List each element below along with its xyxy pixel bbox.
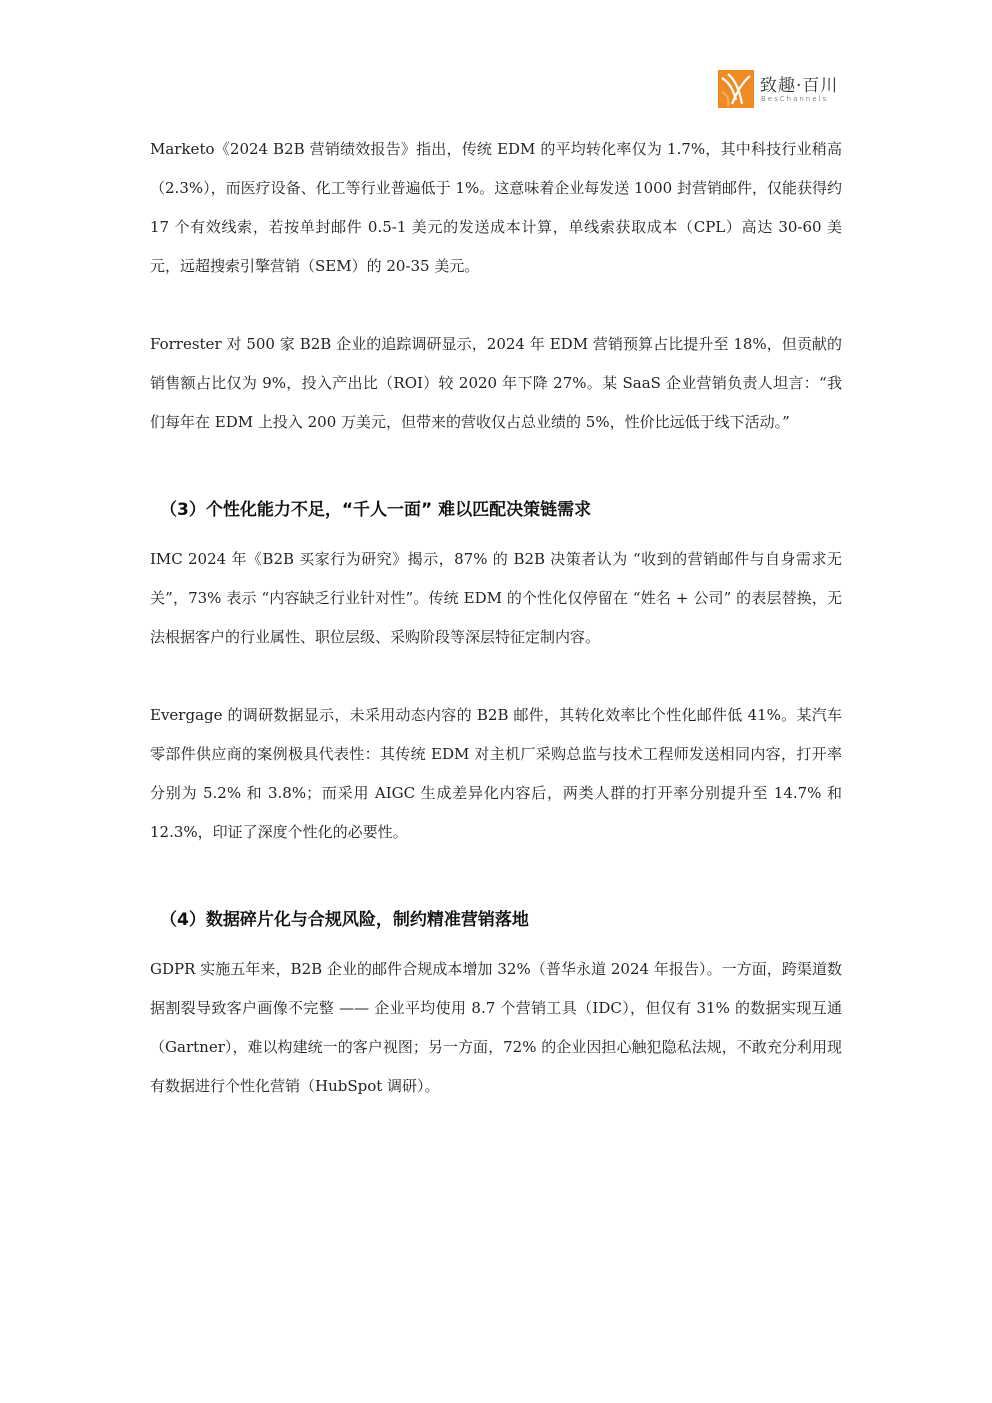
brand-name: 致趣·百川 (760, 76, 839, 96)
brand-logo (718, 70, 843, 110)
section-heading-personalization: （3）个性化能力不足，“千人一面” 难以匹配决策链需求 (160, 500, 592, 520)
paragraph-marketo: Marketo《2024 B2B 营销绩效报告》指出，传统 EDM 的平均转化率仅为 1.7%，其中科技行业稍高（2.3%），而医疗设备、化工等行业普遍低于 1%。这意味着企业每发送 1000 封营销邮件，仅能获得约 17 个有效线索，若按单封邮件 0.5-1 美元的发送成本计算，单线索获取成本（CPL）高达 30-60 美元，远超搜索引擎营销（SEM）的 20-35 美元。 (150, 140, 842, 275)
section-heading-data-compliance: （4）数据碎片化与合规风险，制约精准营销落地 (160, 910, 529, 930)
brand-subtitle: BesChannels (761, 95, 829, 103)
paragraph-gdpr: GDPR 实施五年来，B2B 企业的邮件合规成本增加 32%（普华永道 2024 年报告）。一方面，跨渠道数据割裂导致客户画像不完整 —— 企业平均使用 8.7 个营销工具（IDC），但仅有 31% 的数据实现互通（Gartner），难以构建统一的客户视图；另一方面，72% 的企业因担心触犯隐私法规，不敢充分利用现有数据进行个性化营销（HubSpot 调研）。 (150, 960, 842, 1095)
paragraph-imc: IMC 2024 年《B2B 买家行为研究》揭示，87% 的 B2B 决策者认为 “收到的营销邮件与自身需求无关”，73% 表示 “内容缺乏行业针对性”。传统 EDM 的个性化仅停留在 “姓名 + 公司” 的表层替换，无法根据客户的行业属性、职位层级、采购阶段等深层特征定制内容。 (150, 550, 842, 646)
paragraph-evergage: Evergage 的调研数据显示，未采用动态内容的 B2B 邮件，其转化效率比个性化邮件低 41%。某汽车零部件供应商的案例极具代表性：其传统 EDM 对主机厂采购总监与技术工程师发送相同内容，打开率分别为 5.2% 和 3.8%；而采用 AIGC 生成差异化内容后，两类人群的打开率分别提升至 14.7% 和 12.3%，印证了深度个性化的必要性。 (150, 706, 842, 841)
brand-logo-icon (718, 70, 754, 108)
document-body (150, 130, 842, 1106)
paragraph-forrester: Forrester 对 500 家 B2B 企业的追踪调研显示，2024 年 EDM 营销预算占比提升至 18%，但贡献的销售额占比仅为 9%，投入产出比（ROI）较 2020 年下降 27%。某 SaaS 企业营销负责人坦言：“我们每年在 EDM 上投入 200 万美元，但带来的营收仅占总业绩的 5%，性价比远低于线下活动。” (150, 335, 842, 431)
